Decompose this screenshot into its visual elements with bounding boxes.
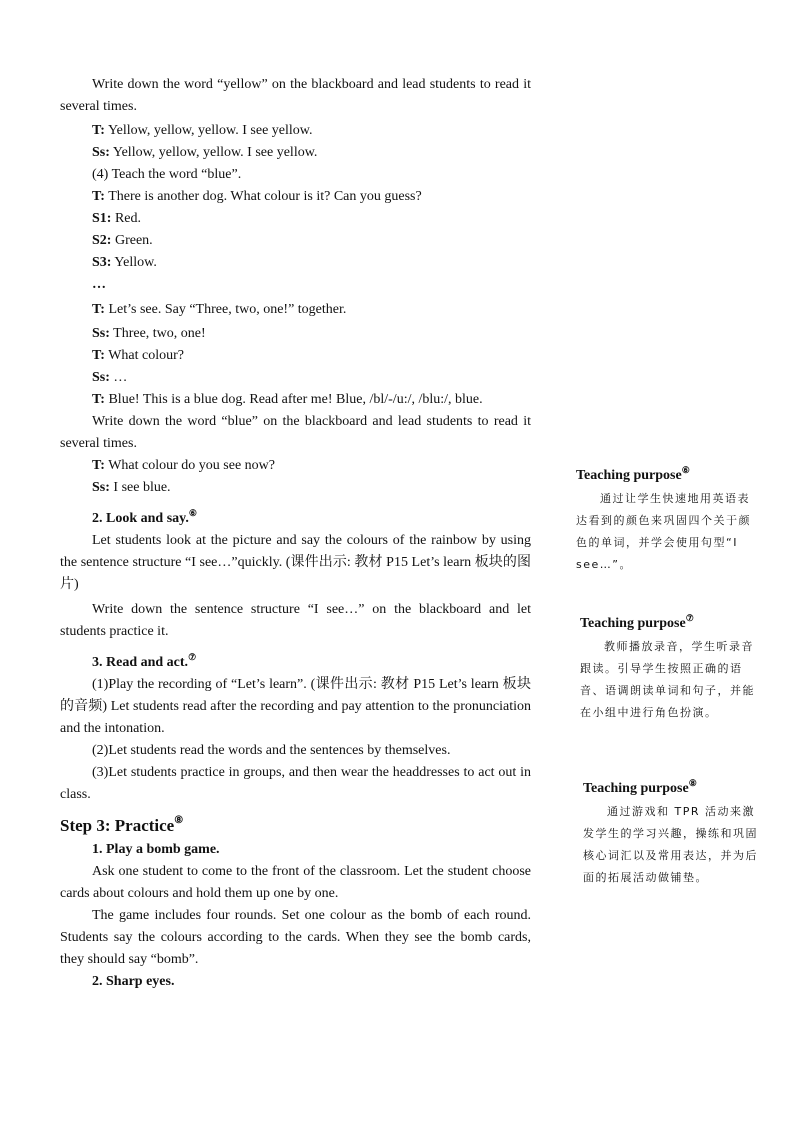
instruction-paragraph: Ask one student to come to the front of the classroom. Let the student choose cards about colours and hold them up one by one.: [60, 864, 531, 901]
dialogue-line: [60, 345, 531, 367]
ellipsis-line: [60, 274, 531, 296]
speaker-label: Ss:: [92, 326, 110, 341]
speaker-label: Ss:: [92, 145, 110, 160]
speaker-label: Ss:: [92, 480, 110, 495]
speaker-label: T:: [92, 348, 105, 363]
teaching-purpose-note: [576, 460, 752, 576]
sub-step-line: (4) Teach the word “blue”.: [92, 167, 242, 182]
section-heading: [60, 839, 531, 861]
dialogue-line: [60, 208, 531, 230]
note-heading-text: Teaching purpose: [576, 468, 682, 483]
speaker-label: T:: [92, 458, 105, 473]
heading-text: 2. Look and say.: [92, 511, 189, 526]
dialogue-line: [60, 120, 531, 142]
speaker-label: S1:: [92, 211, 112, 226]
dialogue-line: [60, 252, 531, 274]
instruction-paragraph: Let students look at the picture and say the colours of the rainbow by using the sentence structure “I see…”quickly. (课件出示: 教材 P15 Let’s learn 板块的图片): [60, 533, 531, 592]
dialogue-line: [60, 389, 531, 411]
dialogue-line: [60, 477, 531, 499]
speaker-label: T:: [92, 189, 105, 204]
dialogue-text: What colour do you see now?: [104, 458, 275, 473]
instruction-paragraph: (2)Let students read the words and the sentences by themselves.: [92, 743, 451, 758]
dialogue-line: [60, 186, 531, 208]
step-title: Step 3: Practice: [60, 816, 175, 835]
footnote-marker: ⑦: [188, 652, 197, 662]
dialogue-text: There is another dog. What colour is it? Can you guess?: [104, 189, 422, 204]
dialogue-text: …: [109, 370, 128, 385]
instruction-paragraph: Write down the word “blue” on the blackboard and lead students to read it several times.: [60, 414, 531, 451]
dialogue-text: Green.: [111, 233, 153, 248]
lesson-plan-body: [60, 74, 531, 993]
footnote-marker: ⑧: [688, 778, 697, 788]
footnote-marker: ⑥: [188, 508, 197, 518]
note-heading: [583, 773, 759, 799]
note-heading-text: Teaching purpose: [583, 781, 689, 796]
dialogue-line: [60, 142, 531, 164]
dialogue-text: Three, two, one!: [109, 326, 206, 341]
speaker-label: T:: [92, 302, 105, 317]
dialogue-text: Blue! This is a blue dog. Read after me! Blue, /bl/-/u:/, /blu:/, blue.: [104, 392, 483, 407]
dialogue-text: What colour?: [104, 348, 185, 363]
dialogue-line: [60, 323, 531, 345]
note-body: 通过让学生快速地用英语表达看到的颜色来巩固四个关于颜色的单词，并学会使用句型“I see…”。: [576, 492, 751, 571]
instruction-paragraph: Write down the word “yellow” on the blackboard and lead students to read it several times.: [60, 77, 531, 114]
note-body: 通过游戏和 TPR 活动来激发学生的学习兴趣，操练和巩固核心词汇以及常用表达，并为后面的拓展活动做铺垫。: [583, 805, 758, 884]
speaker-label: S2:: [92, 233, 112, 248]
dialogue-text: Yellow, yellow, yellow. I see yellow.: [104, 123, 313, 138]
teaching-purpose-note: [583, 773, 759, 889]
section-heading: [60, 646, 531, 674]
instruction-paragraph: The game includes four rounds. Set one colour as the bomb of each round. Students say the colours according to the cards. When they see the bomb cards, they should say “bomb”.: [60, 908, 531, 967]
dialogue-text: Let’s see. Say “Three, two, one!” together.: [104, 302, 347, 317]
dialogue-text: Red.: [111, 211, 142, 226]
dialogue-text: I see blue.: [109, 480, 171, 495]
dialogue-text: Yellow.: [111, 255, 157, 270]
speaker-label: Ss:: [92, 370, 110, 385]
teaching-purpose-note: [580, 608, 756, 724]
speaker-label: T:: [92, 392, 105, 407]
dialogue-line: [60, 455, 531, 477]
note-heading: [580, 608, 756, 634]
instruction-paragraph: Write down the sentence structure “I see…” on the blackboard and let students practice it.: [60, 602, 531, 639]
heading-text: 3. Read and act.: [92, 655, 189, 670]
section-heading: [60, 502, 531, 530]
note-heading-text: Teaching purpose: [580, 616, 686, 631]
footnote-marker: ⑧: [174, 815, 184, 826]
footnote-marker: ⑦: [685, 613, 694, 623]
instruction-paragraph: (3)Let students practice in groups, and then wear the headdresses to act out in class.: [60, 765, 531, 802]
dialogue-line: [60, 230, 531, 252]
note-body: 教师播放录音，学生听录音跟读。引导学生按照正确的语音、语调朗读单词和句子，并能在小组中进行角色扮演。: [580, 640, 755, 719]
dialogue-text: Yellow, yellow, yellow. I see yellow.: [109, 145, 318, 160]
ellipsis: …: [92, 277, 106, 292]
dialogue-line: [60, 299, 531, 321]
heading-text: 1. Play a bomb game.: [92, 842, 220, 857]
dialogue-line: [60, 367, 531, 389]
step-heading: [60, 808, 531, 839]
footnote-marker: ⑥: [681, 465, 690, 475]
note-heading: [576, 460, 752, 486]
heading-text: 2. Sharp eyes.: [92, 974, 175, 989]
instruction-paragraph: (1)Play the recording of “Let’s learn”. (课件出示: 教材 P15 Let’s learn 板块的音频) Let students read after the recording and pay attention to the pronunciation and the intonation.: [60, 677, 531, 736]
speaker-label: S3:: [92, 255, 112, 270]
speaker-label: T:: [92, 123, 105, 138]
section-heading: [60, 971, 531, 993]
